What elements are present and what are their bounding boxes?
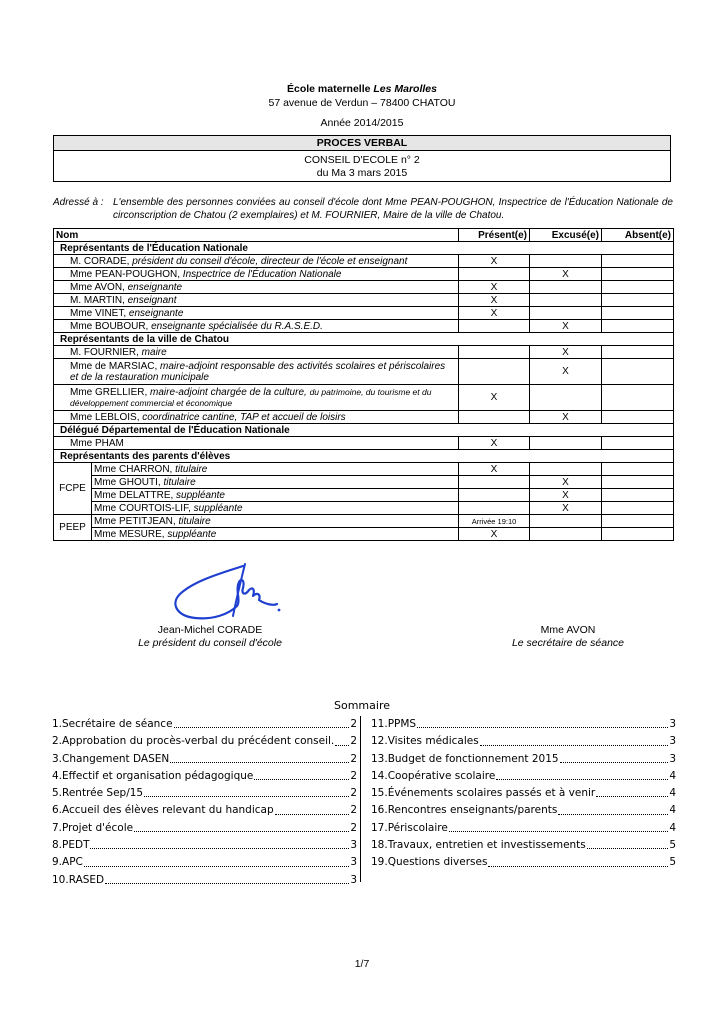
toc-entry-page: 2 xyxy=(350,769,357,782)
toc-entry[interactable] xyxy=(52,837,357,854)
table-row xyxy=(54,281,674,294)
excused-cell xyxy=(530,528,602,541)
excused-cell: X xyxy=(530,502,602,515)
excused-cell: X xyxy=(530,346,602,359)
toc-entry-page: 5 xyxy=(669,839,676,852)
toc-entry-label: 15.Événements scolaires passés et à venir xyxy=(371,787,596,800)
member-name: M. FOURNIER, xyxy=(70,346,142,358)
association-peep: PEEP xyxy=(54,515,92,541)
toc-dot-leader xyxy=(170,751,349,763)
member-cell xyxy=(54,359,459,385)
toc-entry[interactable] xyxy=(52,820,357,837)
toc-dot-leader xyxy=(84,854,349,866)
sommaire-title: Sommaire xyxy=(334,699,390,712)
toc-entry-page: 2 xyxy=(350,804,357,817)
toc-dot-leader xyxy=(105,872,349,884)
table-header-row xyxy=(54,229,674,242)
addressee-text: L'ensemble des personnes conviées au conseil d'école dont Mme PEAN-POUGHON, Inspectrice de l'Éducation Nationale de circonscription de Chatou (2 exemplaires) et M. FOURNIER, Maire de la ville de Chatou. xyxy=(113,197,673,221)
table-row xyxy=(54,476,674,489)
member-role: enseignant xyxy=(127,294,177,306)
table-row xyxy=(54,255,674,268)
toc-right-column xyxy=(371,716,676,872)
member-role: titulaire xyxy=(175,463,208,475)
toc-entry[interactable] xyxy=(371,837,676,854)
secretary-name: Mme AVON xyxy=(540,624,596,636)
toc-dot-leader xyxy=(560,751,669,763)
member-name: Mme GRELLIER, xyxy=(70,386,151,398)
absent-cell xyxy=(602,281,674,294)
excused-cell: X xyxy=(530,320,602,333)
table-row xyxy=(54,515,674,528)
member-cell xyxy=(92,528,459,541)
member-name: Mme CHARRON, xyxy=(94,463,176,475)
toc-entry-label: 1.Secrétaire de séance xyxy=(52,718,173,730)
school-name: Les Marolles xyxy=(373,83,437,95)
present-cell: X xyxy=(459,463,530,476)
absent-cell xyxy=(602,463,674,476)
toc-separator xyxy=(360,716,361,882)
excused-cell xyxy=(530,307,602,320)
excused-cell: X xyxy=(530,489,602,502)
toc-entry-page: 4 xyxy=(669,769,676,782)
association-fcpe: FCPE xyxy=(54,463,92,515)
absent-cell xyxy=(602,515,674,528)
toc-dot-leader xyxy=(417,716,668,728)
toc-entry-page: 3 xyxy=(350,873,357,886)
section-delegue: Délégué Départemental de l'Éducation Nationale xyxy=(54,424,674,437)
toc-entry[interactable] xyxy=(371,802,676,819)
toc-dot-leader xyxy=(488,854,668,866)
toc-entry[interactable] xyxy=(52,751,357,768)
member-role: Inspectrice de l'Éducation Nationale xyxy=(182,268,342,280)
toc-entry-page: 3 xyxy=(350,839,357,852)
absent-cell xyxy=(602,359,674,385)
toc-entry[interactable] xyxy=(371,768,676,785)
member-name: Mme AVON, xyxy=(70,281,128,293)
toc-entry-page: 5 xyxy=(669,856,676,869)
absent-cell xyxy=(602,437,674,450)
toc-entry-label: 14.Coopérative scolaire xyxy=(371,769,496,782)
toc-dot-leader xyxy=(480,733,669,745)
toc-entry-label: 11.PPMS xyxy=(371,718,417,730)
present-cell: X xyxy=(459,255,530,268)
section-parents: Représentants des parents d'élèves xyxy=(54,450,674,463)
page-number: 1/7 xyxy=(354,958,370,970)
toc-dot-leader xyxy=(90,837,349,849)
toc-entry[interactable] xyxy=(52,872,357,889)
secretary-role: Le secrétaire de séance xyxy=(511,637,625,649)
member-cell xyxy=(54,307,459,320)
present-cell: X xyxy=(459,437,530,450)
member-role: président du conseil d'école, directeur de l'école et enseignant xyxy=(132,255,408,267)
president-name: Jean-Michel CORADE xyxy=(157,624,263,636)
absent-cell xyxy=(602,346,674,359)
excused-cell: X xyxy=(530,476,602,489)
toc-entry-label: 19.Questions diverses xyxy=(371,856,488,869)
toc-dot-leader xyxy=(596,785,668,797)
toc-entry-label: 6.Accueil des élèves relevant du handicap xyxy=(52,804,274,817)
present-cell xyxy=(459,359,530,385)
member-cell xyxy=(92,463,459,476)
member-name: M. CORADE, xyxy=(70,255,133,267)
toc-dot-leader xyxy=(134,820,349,832)
toc-entry[interactable] xyxy=(52,716,357,733)
member-name: Mme BOUBOUR, xyxy=(70,320,152,332)
toc-entry[interactable] xyxy=(371,733,676,750)
member-role: suppléante xyxy=(176,489,225,501)
absent-cell xyxy=(602,385,674,411)
present-cell: X xyxy=(459,307,530,320)
col-header-absent: Absent(e) xyxy=(602,229,674,242)
absent-cell xyxy=(602,411,674,424)
excused-cell xyxy=(530,294,602,307)
section-row xyxy=(54,333,674,346)
toc-entry-page: 3 xyxy=(669,752,676,765)
section-row xyxy=(54,450,674,463)
member-role: suppléante xyxy=(193,502,243,514)
member-name: Mme LEBLOIS, xyxy=(70,411,143,423)
member-role: coordinatrice cantine, TAP et accueil de loisirs xyxy=(142,411,346,423)
table-row xyxy=(54,307,674,320)
member-name: Mme MESURE, xyxy=(94,528,168,540)
present-cell: X xyxy=(459,385,530,411)
toc-entry[interactable] xyxy=(52,785,357,802)
toc-dot-leader xyxy=(144,785,349,797)
member-role: maire-adjoint responsable des activités scolaires et périscolaires et de la restauration municipale xyxy=(70,360,446,383)
toc-entry-label: 3.Changement DASEN xyxy=(52,752,170,765)
member-name: Mme PETITJEAN, xyxy=(94,515,179,527)
president-role: Le président du conseil d'école xyxy=(138,637,282,649)
table-row xyxy=(54,268,674,281)
proces-verbal-box xyxy=(53,135,671,182)
section-ville: Représentants de la ville de Chatou xyxy=(54,333,674,346)
education-rows xyxy=(54,255,674,333)
attendance-table xyxy=(53,228,674,541)
member-cell xyxy=(54,255,459,268)
absent-cell xyxy=(602,294,674,307)
toc-entry-page: 2 xyxy=(350,735,357,748)
signature-image xyxy=(165,560,285,624)
toc-entry[interactable] xyxy=(371,785,676,802)
member-role: suppléante xyxy=(167,528,217,540)
present-cell: Arrivée 19:10 xyxy=(459,515,530,528)
toc-entry[interactable] xyxy=(371,820,676,837)
member-cell xyxy=(92,515,459,528)
member-cell xyxy=(92,489,459,502)
present-cell xyxy=(459,502,530,515)
toc-entry-label: 5.Rentrée Sep/15 xyxy=(52,787,144,800)
section-education: Représentants de l'Éducation Nationale xyxy=(54,242,674,255)
member-cell xyxy=(92,476,459,489)
member-role: enseignante xyxy=(128,307,184,319)
member-role: enseignante xyxy=(127,281,183,293)
parent-rows xyxy=(54,463,674,541)
excused-cell: X xyxy=(530,359,602,385)
present-cell: X xyxy=(459,281,530,294)
proces-verbal-title: PROCES VERBAL xyxy=(54,136,670,151)
excused-cell xyxy=(530,437,602,450)
member-cell xyxy=(54,281,459,294)
member-cell xyxy=(54,346,459,359)
conseil-number: CONSEIL D'ECOLE n° 2 xyxy=(304,154,420,166)
toc-entry-label: 2.Approbation du procès-verbal du précédent conseil. xyxy=(52,735,335,748)
member-cell xyxy=(54,411,459,424)
toc-dot-leader xyxy=(275,802,350,814)
member-name: Mme de MARSIAC, xyxy=(70,360,161,372)
toc-entry-page: 3 xyxy=(669,718,676,730)
present-cell xyxy=(459,320,530,333)
excused-cell xyxy=(530,281,602,294)
toc-entry-label: 18.Travaux, entretien et investissements xyxy=(371,839,586,852)
table-row xyxy=(54,385,674,411)
absent-cell xyxy=(602,489,674,502)
toc-dot-leader xyxy=(335,733,349,745)
toc-entry-label: 12.Visites médicales xyxy=(371,735,479,748)
toc-dot-leader xyxy=(449,820,668,832)
present-cell xyxy=(459,489,530,502)
toc-dot-leader xyxy=(496,768,668,780)
toc-entry-label: 17.Périscolaire xyxy=(371,821,448,834)
excused-cell: X xyxy=(530,268,602,281)
present-cell: X xyxy=(459,294,530,307)
present-cell: X xyxy=(459,528,530,541)
conseil-date: du Ma 3 mars 2015 xyxy=(316,166,408,179)
table-row xyxy=(54,294,674,307)
toc-entry-label: 8.PEDT xyxy=(52,839,90,852)
member-name: Mme COURTOIS-LIF, xyxy=(94,502,194,514)
member-role: maire xyxy=(141,346,167,358)
member-cell xyxy=(54,320,459,333)
table-row xyxy=(54,528,674,541)
col-header-present: Présent(e) xyxy=(459,229,530,242)
toc-dot-leader xyxy=(174,716,350,728)
excused-cell xyxy=(530,463,602,476)
section-row xyxy=(54,424,674,437)
toc-dot-leader xyxy=(254,768,349,780)
toc-entry-page: 2 xyxy=(350,718,357,730)
member-name: Mme VINET, xyxy=(70,307,129,319)
member-name: M. MARTIN, xyxy=(70,294,128,306)
present-cell xyxy=(459,268,530,281)
member-name: Mme DELATTRE, xyxy=(94,489,177,501)
toc-dot-leader xyxy=(558,802,668,814)
toc-entry-page: 2 xyxy=(350,787,357,800)
member-role: enseignante spécialisée du R.A.S.E.D. xyxy=(151,320,323,332)
toc-entry-label: 9.APC xyxy=(52,856,83,869)
toc-entry[interactable] xyxy=(371,751,676,768)
col-header-name: Nom xyxy=(54,229,459,242)
present-cell xyxy=(459,476,530,489)
table-row xyxy=(54,502,674,515)
toc-entry-label: 10.RASED xyxy=(52,873,105,886)
table-row xyxy=(54,411,674,424)
toc-left-column xyxy=(52,716,357,889)
member-role-detail: du patrimoine, du tourisme et du développement commercial et économique xyxy=(70,386,432,408)
toc-entry-page: 2 xyxy=(350,752,357,765)
table-row xyxy=(54,320,674,333)
toc-dot-leader xyxy=(587,837,669,849)
absent-cell xyxy=(602,268,674,281)
table-row xyxy=(54,463,674,476)
toc-entry-page: 3 xyxy=(350,856,357,869)
toc-entry[interactable] xyxy=(52,802,357,819)
absent-cell xyxy=(602,255,674,268)
toc-entry-label: 16.Rencontres enseignants/parents xyxy=(371,804,558,817)
member-role: titulaire xyxy=(163,476,196,488)
school-prefix: École maternelle xyxy=(287,83,374,95)
absent-cell xyxy=(602,528,674,541)
section-row xyxy=(54,242,674,255)
member-name: Mme GHOUTI, xyxy=(94,476,164,488)
table-row xyxy=(54,359,674,385)
excused-cell xyxy=(530,385,602,411)
absent-cell xyxy=(602,320,674,333)
present-cell xyxy=(459,411,530,424)
toc-entry-label: 13.Budget de fonctionnement 2015 xyxy=(371,752,559,765)
toc-entry-page: 4 xyxy=(669,804,676,817)
toc-entry-page: 4 xyxy=(669,787,676,800)
member-name: Mme PEAN-POUGHON, xyxy=(70,268,183,280)
toc-entry[interactable] xyxy=(371,716,676,733)
toc-entry[interactable] xyxy=(52,768,357,785)
member-cell xyxy=(54,294,459,307)
excused-cell xyxy=(530,255,602,268)
toc-entry-page: 3 xyxy=(669,735,676,748)
addressee-label: Adressé à : xyxy=(53,197,104,208)
addressee-block xyxy=(53,196,673,222)
toc-entry[interactable] xyxy=(52,854,357,871)
col-header-excused: Excusé(e) xyxy=(530,229,602,242)
toc-entry-label: 4.Effectif et organisation pédagogique xyxy=(52,769,254,782)
absent-cell xyxy=(602,502,674,515)
table-row xyxy=(54,346,674,359)
toc-entry[interactable] xyxy=(52,733,357,750)
excused-cell xyxy=(530,515,602,528)
present-cell xyxy=(459,346,530,359)
school-title xyxy=(0,83,724,95)
member-name: Mme PHAM xyxy=(54,437,459,450)
toc-entry-label: 7.Projet d'école xyxy=(52,821,134,834)
table-row xyxy=(54,437,674,450)
absent-cell xyxy=(602,307,674,320)
excused-cell: X xyxy=(530,411,602,424)
school-address: 57 avenue de Verdun – 78400 CHATOU xyxy=(268,97,456,109)
toc-entry[interactable] xyxy=(371,854,676,871)
member-cell xyxy=(54,268,459,281)
member-role: maire-adjoint chargée de la culture, xyxy=(150,386,310,398)
member-cell xyxy=(92,502,459,515)
member-cell xyxy=(54,385,459,411)
member-role: titulaire xyxy=(178,515,211,527)
toc-entry-page: 2 xyxy=(350,821,357,834)
table-row xyxy=(54,489,674,502)
absent-cell xyxy=(602,476,674,489)
toc-entry-page: 4 xyxy=(669,821,676,834)
school-year: Année 2014/2015 xyxy=(320,117,404,129)
